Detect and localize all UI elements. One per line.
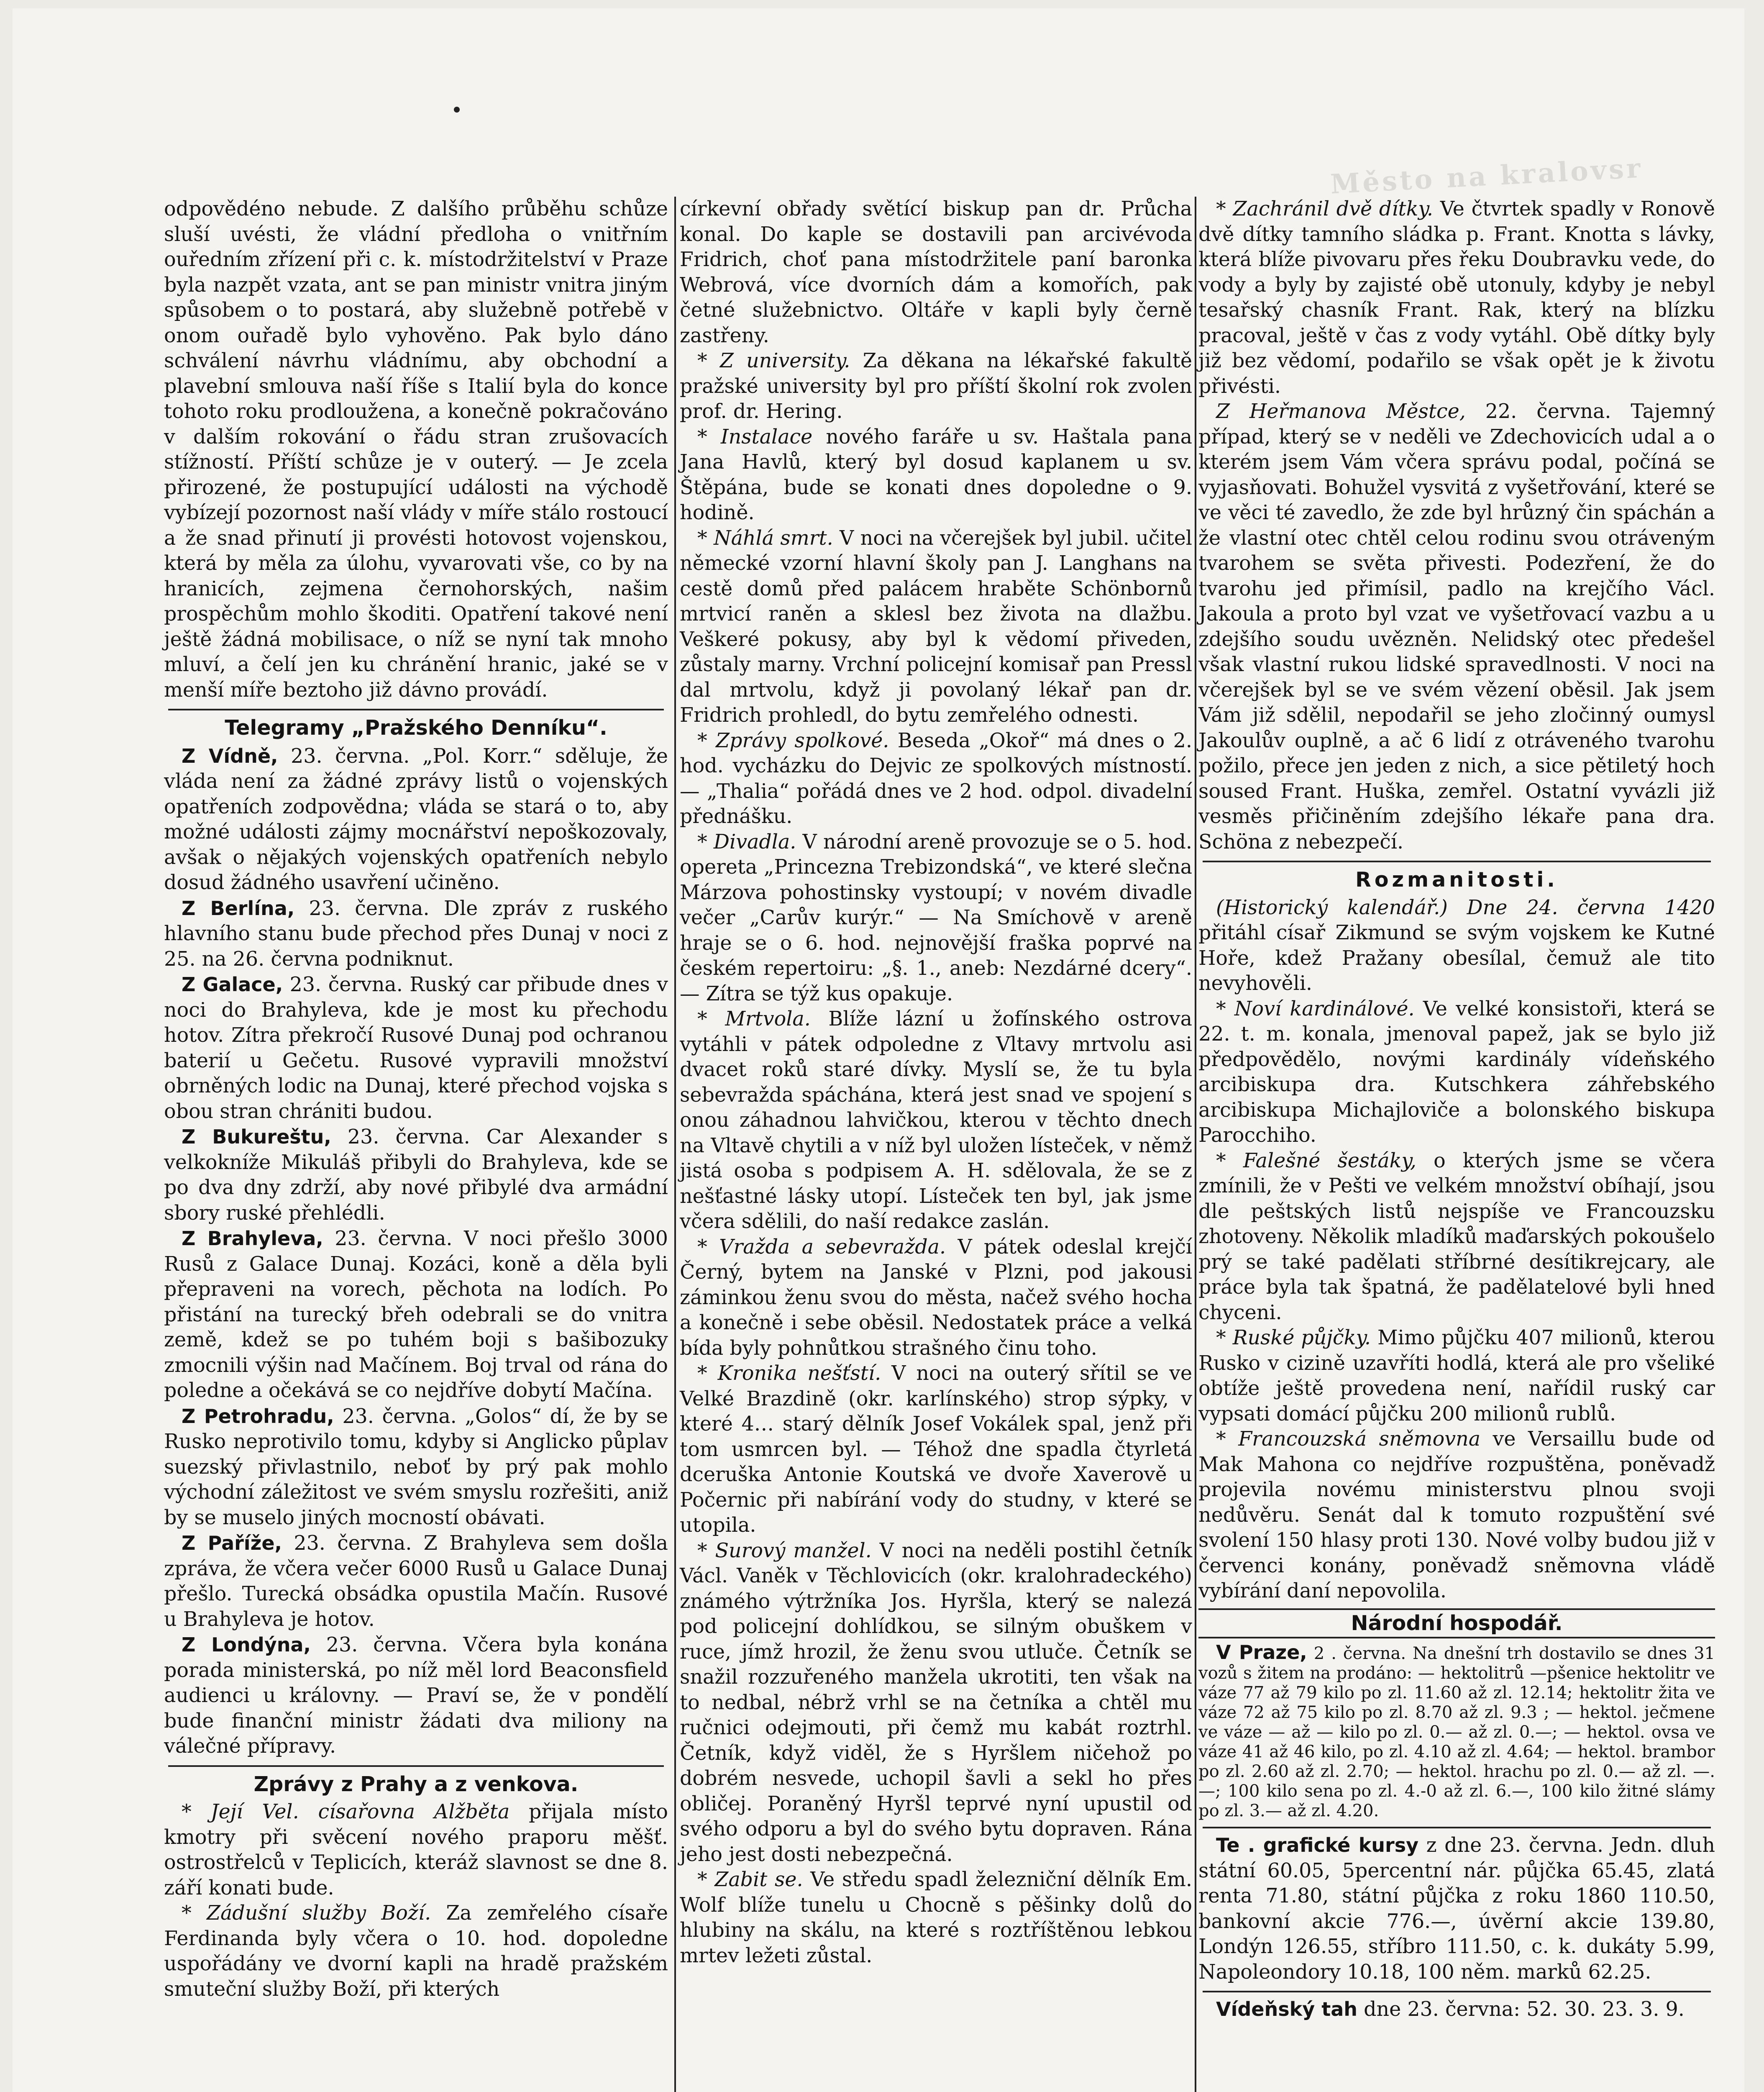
telegram-item xyxy=(164,896,668,972)
telegram-dateline: Z Petrohradu, xyxy=(182,1405,334,1428)
news-item xyxy=(1198,1149,1715,1326)
column-rule xyxy=(1195,197,1196,2092)
market-text: 2 . června. Na dnešní trh dostavilo se dnes 31 vozů s žitem na prodáno: — hektolitrů —pšenice hektolitr ve váze 77 až 79 kilo po zl. 11.60 až zl. 12.14; hektolitr žita ve váze 72 až 75 kilo po zl. 8.70 až zl. 9.3 ; — hektol. ječmene ve váze — až — kilo po zl. 0.— až zl. 0.—; — hektol. ovsa ve váze 41 až 46 kilo, po zl. 4.10 až zl. 4.64; — hektol. brambor po zl. 2.60 až zl. 2.70; — hektol. hrachu po zl. 0.— až zl. —.—; 100 kilo sena po zl. 4.-0 až zl. 6.—, 100 kilo žitné slámy po zl. 3.— až zl. 4.20. xyxy=(1198,1644,1715,1820)
telegram-text: 23. června. Včera byla konána porada ministerská, po níž měl lord Beaconsfield audienci u královny. — Praví se, že v pondělí bude finanční ministr žádati dva miliony na válečné přípravy. xyxy=(164,1633,668,1758)
news-item xyxy=(680,830,1192,1007)
telegram-text: 23. června. Z Brahyleva sem došla zpráva, že včera večer 6000 Rusů u Galace Dunaj přešlo. Turecká obsádka opustila Mačín. Rusové u Brahyleva je hotov. xyxy=(164,1532,668,1631)
news-item xyxy=(1198,1325,1715,1427)
news-text: o kterých jsme se včera zmínili, že v Pešti ve velkém množství obíhají, jsou dle peštských listů nejspíše ve Francouzsku zhotoveny. Několik mladíků maďarských pokoušelo prý se také padělati stříbrné desítikrejcary, ale práce byla tak špatná, že padělatelové byli hned chyceni. xyxy=(1198,1149,1715,1324)
telegram-dateline: Z Brahyleva, xyxy=(182,1227,323,1250)
news-text: přijala místo kmotry při svěcení nového praporu měšť. ostrostřelců v Teplicích, kteráž slavnost se dne 8. září konati bude. xyxy=(164,1800,668,1900)
section-heading-news: Zprávy z Prahy a z venkova. xyxy=(253,1772,579,1796)
news-lead: * Zádušní služby Boží. xyxy=(182,1902,431,1925)
telegram-dateline: Z Berlína, xyxy=(182,897,295,920)
news-item xyxy=(680,1867,1192,1969)
telegram-dateline: Z Bukureštu, xyxy=(182,1125,331,1148)
telegram-text: 23. června. Dle zpráv z ruského hlavního stanu bude přechod přes Dunaj v noci z 25. na 26. června podniknut. xyxy=(164,897,668,971)
news-text: V národní areně provozuje se o 5. hod. opereta „Princezna Trebizondská“, ve které slečna Márzova pohostinsky vystoupí; v novém divadle večer „Carův kurýr.“ — Na Smíchově v areně hraje se o 6. hod. nejnovější fraška poprvé na českém repertoiru: „§. 1., aneb: Nezdárné dcery“. — Zítra se týž kus opakuje. xyxy=(680,830,1192,1005)
telegram-item xyxy=(164,1124,668,1226)
telegram-text: 23. června. Ruský car přibude dnes v noci do Brahyleva, kde je most ku přechodu hotov. Zítra překročí Rusové Dunaj pod ochranou baterií u Gečetu. Rusové vypravili množství obrněných lodic na Dunaj, které přechod vojska s obou stran chrániti budou. xyxy=(164,973,668,1123)
telegram-item xyxy=(164,1632,668,1759)
section-heading-rozmanitosti: Rozmanitosti. xyxy=(1355,868,1558,892)
news-text: V noci na včerejšek byl jubil. učitel německé vzorní hlavní školy pan J. Langhans na cestě domů před palácem hraběte Schönbornů mrtvicí raněn a sklesl bez života na dlažbu. Veškeré pokusy, aby byl k vědomí přiveden, zůstaly marny. Vrchní policejní komisař pan Pressl dal mrtvolu, když ji povolaný lékař pan dr. Fridrich prohledl, do bytu zemřelého odnesti. xyxy=(680,526,1192,727)
news-lead: * Francouzská sněmovna xyxy=(1216,1428,1481,1451)
news-lead: * Náhlá smrt. xyxy=(697,526,833,550)
news-item xyxy=(680,1235,1192,1361)
news-lead: * Vražda a sebevražda. xyxy=(697,1235,946,1259)
news-item xyxy=(680,1361,1192,1538)
bleed-through-text: Město na kralovsr xyxy=(1329,152,1644,200)
exchange-rates xyxy=(1198,1833,1715,1985)
news-text: Mimo půjčku 407 milionů, kterou Rusko v cizině uzavříti hodlá, která ale pro všeliké obtíže ještě provedena není, nařídil ruský car vypsati domácí půjčku 200 milionů rublů. xyxy=(1198,1326,1715,1425)
news-text: Za zemřelého císaře Ferdinanda byly včera o 10. hod. dopoledne uspořádány ve dvorní kapli na hradě pražském smuteční služby Boží, při kterých xyxy=(164,1902,668,2001)
news-text: V pátek odeslal krejčí Černý, bytem na Janské v Plzni, pod jakousi záminkou ženu svou do města, načež svého hocha a konečně i sebe oběsil. Nedostatek práce a velká bída byly pohnůtkou strašného činu toho. xyxy=(680,1235,1192,1360)
telegram-dateline: Z Paříže, xyxy=(182,1532,282,1554)
news-lead: * Ruské půjčky. xyxy=(1216,1326,1371,1349)
telegram-item xyxy=(164,743,668,896)
telegram-dateline: Z Vídně, xyxy=(182,744,278,767)
telegram-text: 23. června. Car Alexander s velkokníže Mikuláš přibyli do Brahyleva, kde se po dva dny zdrží, aby nové přibylé dva armádní sbory ruské přehlédli. xyxy=(164,1125,668,1225)
news-text: Za děkana na lékařské fakultě pražské university byl pro příští školní rok zvolen prof. dr. Hering. xyxy=(680,349,1192,423)
news-lead: (Historický kalendář.) Dne 24. června 1420 xyxy=(1216,896,1715,919)
news-lead: * Noví kardinálové. xyxy=(1216,997,1415,1020)
news-text: Ve středu spadl železniční dělník Em. Wolf blíže tunelu u Chocně s pěšinky dolů do hlubiny na skálu, na které s roztříštěnou lebkou mrtev ležeti zůstal. xyxy=(680,1868,1192,1967)
section-heading-hospodar: Národní hospodář. xyxy=(1198,1608,1715,1639)
telegram-text: 23. června. „Golos“ dí, že by se Rusko neprotivilo tomu, kdyby si Anglicko půplav suezský přivlastnilo, neboť by prý pak mohlo východní záležitost ve svém smyslu rozřešiti, aniž by se muselo jiných mocností obávati. xyxy=(164,1405,668,1529)
news-item xyxy=(1198,1427,1715,1604)
ink-spot xyxy=(454,107,460,113)
article-continuation: odpovědéno nebude. Z dalšího průběhu schůze sluší uvésti, že vládní předloha o vnitřním ouředním zřízení při c. k. místodržitelství v Praze byla nazpět vzata, ant se pan ministr vnitra jiným spůsobem o to postará, aby služebně potřebě v onom ouřadě bylo vyhověno. Pak bylo dáno schválení návrhu vládnímu, aby obchodní a plavební smlouva naší říše s Italií byla do konce tohoto roku prodloužena, a konečně pokračováno v dalším rokování o řádu stran zrušovacích stížností. Příští schůze je v outerý. — Je zcela přirozené, že postupující události na východě vybízejí pozornost naší vlády v míře stálo rostoucí a že snad přinutí ji provésti hotovost vojenskou, která by měla za úlohu, vyvarovati vše, co by na hranicích, zejmena černohorských, našim prospěchům mohlo škoditi. Opatření takové není ještě žádná mobilisace, o níž se nyní tak mnoho mluví, a čelí jen ku chránění hranic, jaké se v menší míře beztoho již dávno provádí. xyxy=(164,197,668,702)
news-item xyxy=(680,728,1192,830)
news-text: nového faráře u sv. Haštala pana Jana Havlů, který byl dosud kaplanem u sv. Štěpána, bude se konati dnes dopoledne o 9. hodině. xyxy=(680,425,1192,524)
article-continuation: církevní obřady světící biskup pan dr. Průcha konal. Do kaple se dostavili pan arcivévoda Fridrich, choť pana místodržitele paní baronka Webrová, více dvorních dám a komořích, pak četné služebnictvo. Oltáře v kapli byly černě zastřeny. xyxy=(680,197,1192,347)
news-lead: * Divadla. xyxy=(697,830,796,854)
market-dateline: V Praze, xyxy=(1216,1641,1307,1664)
news-text: V noci na neděli postihl četník Václ. Vaněk v Těchlovicích (okr. kralohradeckého) známého výtržníka Jos. Hyršla, který se nalezá pod policejní dohlídkou, se silným obuškem v ruce, jímž hrozil, že ženu svou utluče. Četník se snažil rozzuřeného manžela ukrotiti, ten však na to nedbal, nébrž vrhl se na četníka a chtěl mu ručnici odejmouti, při čemž mu kabát roztrhl. Četník, když viděl, že s Hyršlem ničehož po dobrém nesvede, uchopil šavli a sekl ho přes obličej. Poraněný Hyršl teprvé nyní upustil od svého odporu a byl do svého bytu dopraven. Rána jeho jest dosti nebezpečná. xyxy=(680,1539,1193,1866)
news-lead: * Kronika nešťstí. xyxy=(697,1362,881,1385)
column-rule xyxy=(674,197,676,2092)
news-lead: * Surový manžel. xyxy=(697,1539,872,1562)
divider xyxy=(1203,861,1711,862)
divider xyxy=(168,1765,664,1767)
column-2 xyxy=(680,197,1192,1969)
news-text: 22. června. Tajemný případ, který se v neděli ve Zdechovicích udal a o kterém jsem Vám včera správu podal, počíná se vyjasňovati. Bohužel vysvitá z vyšetřování, které se ve věci té zavedlo, že zde byl hrůzný čin spáchán a že vlastní otec chtěl celou rodinu svou otráveným tvarohem se světa přivesti. Podezření, že do tvarohu jed přimísil, padlo na krejčího Václ. Jakoula a proto byl vzat ve vyšetřovací vazbu a u zdejšího soudu uvězněn. Nelidský otec předešel však vlastní rukou lidské spravedlnosti. V noci na včerejšek byl se ve svém vězení oběsil. Jak jsem Vám již sdělil, nepodařil se jeho zločinný oumysl Jakoulův ouplně, a ač 6 lidí z otráveného tvarohu požilo, přece jen jeden z nich, a sice pětiletý hoch soused Frant. Huška, zemřel. Ostatní vyvázli již vesměs přičiněním zdejšího lékaře pana dra. Schöna z nebezpečí. xyxy=(1198,400,1715,854)
news-lead: * Zprávy spolkové. xyxy=(697,729,889,752)
news-text: Beseda „Okoř“ má dnes o 2. hod. vycházku do Dejvic ze spolkových místností. — „Thalia“ pořádá dnes ve 2 hod. odpol. divadelní přednášku. xyxy=(680,729,1192,828)
divider xyxy=(1203,1991,1711,1992)
news-item xyxy=(680,425,1192,526)
market-report xyxy=(1198,1643,1715,1821)
telegram-text: 23. června. V noci přešlo 3000 Rusů z Galace Dunaj. Kozáci, koně a děla byli přepraveni na vorech, pěchota na lodích. Po přistání na turecký břeh odebrali se do vnitra země, kdež se po tuhém boji s bašibozuky zmocnili výšin nad Mačínem. Boj trval od rána do poledne a očekává se co nejdříve dobytí Mačína. xyxy=(164,1227,668,1402)
news-lead: * Instalace xyxy=(697,425,813,449)
lottery-heading: Vídeňský tah xyxy=(1216,1998,1357,2020)
telegram-item xyxy=(164,1226,668,1404)
news-lead: * Zabit se. xyxy=(697,1868,803,1891)
telegram-item xyxy=(164,1404,668,1531)
telegram-dateline: Z Londýna, xyxy=(182,1633,311,1656)
news-lead: * Její Vel. císařovna Alžběta xyxy=(182,1800,510,1823)
news-lead: Z Heřmanova Městce, xyxy=(1216,400,1466,423)
news-text: Ve čtvrtek spadly v Ronově dvě dítky tamního sládka p. Frant. Knotta s lávky, která blíže pivovaru přes řeku Doubravku vede, do vody a byly by zajisté obě utonuly, kdyby je nebyl tesařský chasník Frant. Rak, který na blízku pracoval, ještě v čas z vody vytáhl. Obě dítky byly již bez vědomí, podařilo se však opět je k životu přivésti. xyxy=(1198,197,1715,398)
news-item xyxy=(1198,997,1715,1149)
news-text: přitáhl císař Zikmund se svým vojskem ke Kutné Hoře, kdež Pražany obesílal, čemuž ale tito nevyhověli. xyxy=(1198,921,1715,995)
news-item xyxy=(164,1901,668,2002)
section-heading-telegrams: Telegramy „Pražského Denníku“. xyxy=(225,716,607,740)
column-3 xyxy=(1198,197,1715,2023)
news-item xyxy=(680,1538,1192,1868)
telegram-text: 23. června. „Pol. Korr.“ sděluje, že vláda není za žádné zprávy listů o vojenských opatřeních zodpovědna; vláda se stará o to, aby možné události zájmy mocnářství nepoškozovaly, avšak o nějakých vojenských opatřeních nebylo dosud žádného usavření učiněno. xyxy=(164,744,668,894)
news-item xyxy=(680,526,1192,728)
news-item xyxy=(164,1800,668,1901)
news-item xyxy=(1198,895,1715,997)
lottery-draw xyxy=(1198,1997,1715,2023)
exchange-heading: Te . grafické kursy xyxy=(1216,1834,1419,1856)
news-item xyxy=(1198,197,1715,399)
news-lead: * Falešné šestáky, xyxy=(1216,1149,1417,1172)
news-text: Ve velké konsistoři, která se 22. t. m. konala, jmenoval papež, jak se bylo již předpovědělo, novými kardinály vídeňského arcibiskupa dra. Kutschkera záhřebského arcibiskupa Michajloviče a bolonského biskupa Parocchiho. xyxy=(1198,997,1715,1147)
exchange-text: z dne 23. června. Jedn. dluh státní 60.05, 5percentní nár. půjčka 65.45, zlatá renta 71.80, státní půjčka z roku 1860 110.50, bankovní akcie 776.—, úvěrní akcie 139.80, Londýn 126.55, stříbro 111.50, c. k. dukáty 5.99, Napoleondory 10.18, 100 něm. marků 62.25. xyxy=(1198,1834,1715,1984)
news-item xyxy=(1198,399,1715,855)
news-text: Blíže lázní u žofínského ostrova vytáhli v pátek odpoledne z Vltavy mrtvolu asi dvacet roků staré dívky. Myslí se, že tu byla sebevražda spáchána, která jest snad ve spojení s onou záhadnou lahvičkou, kterou v těchto dnech na Vltavě chytili a v níž byl uložen lísteček, v němž jistá osoba s podpisem A. H. sdělovala, že se z nešťastné lásky utopí. Lísteček ten byl, jak jsme včera sdělili, do naší redakce zaslán. xyxy=(680,1008,1192,1233)
news-lead: * Z university. xyxy=(697,349,850,372)
news-lead: * Zachránil dvě dítky. xyxy=(1216,197,1434,220)
news-text: V noci na outerý sřítil se ve Velké Brazdině (okr. karlínského) strop sýpky, v které 4… starý dělník Josef Vokálek spal, jenž při tom usmrcen byl. — Téhož dne spadla čtyrletá dceruška Antonie Koutská ve dvoře Xaverově u Počernic při nabírání vody do studny, v které se utopila. xyxy=(680,1362,1192,1537)
column-1 xyxy=(164,197,668,2002)
lottery-numbers: dne 23. června: 52. 30. 23. 3. 9. xyxy=(1364,1998,1685,2021)
telegram-item xyxy=(164,972,668,1124)
telegram-dateline: Z Galace, xyxy=(182,973,283,996)
telegram-item xyxy=(164,1531,668,1632)
news-lead: * Mrtvola. xyxy=(697,1008,811,1031)
divider xyxy=(1203,1827,1711,1828)
divider xyxy=(168,709,664,710)
news-item xyxy=(680,1007,1192,1235)
news-text: ve Versaillu bude od Mak Mahona co nejdříve rozpuštěna, poněvadž projevila novému ministerstvu plnou svoji nedůvěru. Senát dal k tomuto rozpuštění své svolení 150 hlasy proti 130. Nové volby budou již v červenci konány, poněvadž sněmovna vládě vybírání daní nepovolila. xyxy=(1198,1428,1715,1602)
news-item xyxy=(680,349,1192,425)
